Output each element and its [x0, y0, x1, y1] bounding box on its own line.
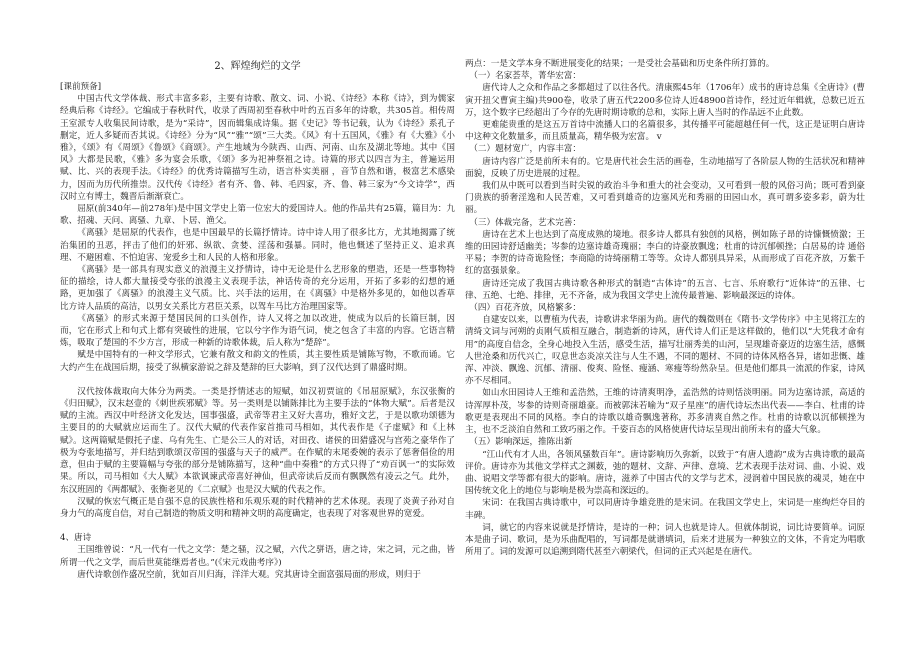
paragraph: 王国维曾说：“凡一代有一代之文学：楚之骚，汉之赋，六代之骈语，唐之诗，宋之词，元之曲，皆所谓一代之文学，而后世莫能继焉者也。”(《宋元戏曲考序》) [60, 545, 455, 568]
paragraph: 赋是中国特有的一种文学形式，它兼有散文和韵文的性质，其主要性质是铺陈写物，不歌而诵。它大约产生在战国后期，接受了纵横家游说之辞及楚辞的巨大影响，到了汉代达到了鼎盛时期。 [60, 350, 455, 373]
paragraph: 唐诗在艺术上也达到了高度成熟的境地。很多诗人都具有独创的风格，例如陈子昂的诗慷慨愤激；王维的田园诗舒适幽美；岑参的边塞诗雄奇瑰丽；李白的诗豪放飘逸；杜甫的诗沉郁顿挫；白居易的诗 通俗平易；李贺的诗奇诡险怪；李商隐的诗绮丽精工等等。众诗人都别具异采，从而形成了百花齐放，万紫千红的富强景象。 [465, 229, 865, 277]
paragraph: 汉赋的恢宏气概正是自强不息的民族性格和乐观乐观的时代精神的艺术体现。表现了炎黄子孙对自身力气的高度自信，对自己制造的物质文明和精神文明的高度确定，也表现了对客观世界的宽爱。 [60, 496, 455, 519]
paragraph: 唐诗内容广泛是前所未有的。它是唐代社会生活的画卷，生动地描写了各阶层人物的生活状况和精神面貌，反映了历史进展的过程。 [465, 156, 865, 179]
paragraph: 《离骚》是屈原的代表作，也是中国最早的长篇抒情诗。诗中诗人用了很多比方，尤其地揭露了统治集团的丑恶，抨击了他们的奸邪、纵欲、贪婪、淫荡和强暴。同时，他也慨述了坚持正义、追求真理、不避困难、不怕迫害、宠爱乡土和人民的人格和形象。 [60, 228, 455, 263]
paragraph: 唐诗还完成了我国古典诗歌各种形式的制造“古体诗”的五言、七言、乐府歌行“近体诗”的五律、七律、五绝、七绝、排律，无不齐备，成为我国文学史上流传最普遍、影响最深远的诗体。 [465, 278, 865, 301]
subsection-heading: （三）体裁完备，艺术完善： [469, 217, 582, 228]
right-column [465, 0, 865, 558]
subsection-heading: （五）影响深远，推陈出新 [469, 437, 573, 448]
paragraph: 汉代按体裁取向大体分为两类。一类是抒情述志的短赋，如汉初贾谊的《吊屈原赋》，东汉张衡的《归田赋》，汉末赵壹的《刺世疾邪赋》等。另一类则是以铺陈排比为主要手法的“体物大赋”。后者是汉赋的主流。西汉中叶经济文化发达，国事强盛，武帝等君主又好大喜功，雅好文艺，于是以歌功颂德为主要目的的大赋就应运而生了。汉代大赋的代表作家首推司马相如，其代表作是《子虚赋》和《上林赋》。这两篇赋是假托子虚、乌有先生、亡是公三人的对话，对田孜、诸侯的田猎盛况与宫苑之豪华作了极为夸张地描写，并归结到歌颂汉帝国的强盛与天子的威严。在作赋的末尾委婉的表示了惩奢倡俭的用意，但由于赋的主要篇幅与夸张的部分是铺陈描写，这种“曲中奏雅”的方式只得了“劝百讽一”的实际效果。所以，司马相如《大人赋》本欲讽谏武帝喜好神仙，但武帝读后反而有飘飘然有凌云之气。此外，东汉班固的《两都赋》、张衡老见的《二京赋》也是汉大赋的代表之作。 [60, 386, 455, 495]
subsection-heading: （四）百花齐放，风格繁多： [469, 303, 582, 314]
left-column [60, 0, 455, 581]
paragraph: 屈原(前340年—前278年)是中国文学史上第一位宏大的爱国诗人。他的作品共有25篇，篇目为：九歌、招魂、天问、离骚、九章、卜居、渔父。 [60, 204, 455, 227]
subsection-heading: （二）题材宽广，内容丰富： [469, 144, 582, 155]
paragraph: 词，就它的内容来说就是抒情诗，是诗的一种；词人也就是诗人。但就体制说，词比诗要简单。词原本是曲子词、歌词，是为乐曲配唱的，写词都是就谱填词，后来才进展为一种独立的文体，不肯定为唱歌所用了。词的发源可以追溯到隋代甚至六朝梁代，但词的正式兴起是在唐代。 [465, 522, 865, 558]
section-title: 2、辉煌绚烂的文学 [214, 61, 301, 72]
paragraph: 《离骚》是一部具有现实意义的浪漫主义抒情诗，诗中无论是什么艺形象的塑造，还是一些事物特征的描绘，诗人都大量接受夸张的浪漫主义表现手法，神话传奇的充分运用，开拓了多彩的幻想的通路，更加强了《离骚》的浪漫主义气质。比、兴手法的运用，在《离骚》中是格外多见的，如他以香草比方诗人品质的高洁，以男女关系比方君臣关系，以驾车马比方治理国家等。 [60, 265, 455, 312]
subsection-heading: 4、唐诗 [60, 533, 92, 544]
paragraph: 自建安以来，以曹植为代表，诗歌讲求华丽为尚。唐代的魏徵则在《隋书·文学传序》中主见将江左的清绮文词与河朔的贞刚气质相互融合，制造新的诗风，唐代诗人们正是这样做的，他们以“大凭我才命有用”的高度自信念，全身心地投入生活，感受生活，描写壮丽秀美的山河，呈现雄奇豪迈的边塞生活，感慨人世沧桑和历代兴亡，叹息世态炎凉关注与人生不遇，不同的题材、不同的诗体风格各异，诸如悲慨、雄浑、冲淡、飘逸、沉郁、清丽、俊爽、险怪、瘦涵、寒瘦等纷然杂呈。但是他们都具一流派的作家，诗风亦不尽相同。 [465, 315, 865, 387]
paragraph: 中国古代文学体裁、形式丰富多彩，主要有诗歌、散文、词、小说、《诗经》本称《诗》，到为儒家经典后称《诗经》。它编成于春秋时代，收录了西周初至春秋中叶约五百多年的诗歌，共305首。相传周王室派专人收集民间诗歌，是为“采诗”，因而辑集成诗集。据《史记》等书记载，认为《诗经》系孔子删定，近人多疑而否其说。《诗经》分为“风”“雅”“颂”三大类。《风》有十五国风，《雅》有《大雅》《小雅》，《颂》有《周颂》《鲁颂》《商颂》。产生地域为今陕西、山西、河南、山东及湖北等地。其中《国风》大都是民歌，《雅》多为宴会乐歌，《颂》多为祀神祭祖之诗。诗篇的形式以四言为主，普遍运用赋、比、兴的表现手法。《诗经》的优秀诗篇描写生动，语言朴实美丽 ，音节自然和谐，极富艺术感染力，因而为历代所推崇。汉代传《诗经》者有齐、鲁、韩、毛四家，齐、鲁、韩三家为“今文诗学”，西汉时立有博士，魏晋后渐渐衰亡。 [60, 94, 455, 202]
paragraph: “江山代有才人出，各领风骚数百年”。唐诗影响历久弥新，以致于“有唐人遗韵”成为古典诗歌的最高评价。唐诗亦为其他文学样式之渊薮，弛的题材、文辞、声律、意境、艺术表现手法对词、曲、小说、戏曲、说唱文学等都有很大的影响。唐诗，滋养了中国古代的文学与艺术，浸润着中国民族的魂灵，她在中国传统文化上的地位与影响是极为崇高和深远的。 [465, 449, 865, 497]
paragraph: 唐代诗人之众和作品之多都超过了以往各代。清康熙45年（1706年）成书的唐诗总集《全唐诗》(曹寅开扭父曹寅主编)共900卷，收录了唐五代2200多位诗人近48900首诗作，经过近年辑就，总数已近五万，这个数字已经超出了今存的先唐时期诗歌的总和，实际上唐人当时的作品远不止此数。 [465, 83, 865, 118]
paragraph: 如山水田园诗人王维和孟浩然，王维的诗清爽明净，孟浩然的诗则恬淡明丽。同为边塞诗派，高适的诗浑厚朴茂，岑参的诗则奇丽雄豪。而被郭沫若喻为“双子星座”的唐代诗坛杰出代表——李白、杜甫的诗歌更是表现出不同的风格。李白的诗歌以雄奇飘逸著称，苏多清爽自然之作。杜甫的诗歌以沉郁顿挫为主，也不乏淡泊自然和工致巧丽之作。千姿百态的风格使唐代诗坛呈现出前所未有的盛大气象。 [465, 388, 865, 436]
intro-text: 两点：一是文学本身不断进展变化的结果；一是受社会基础和历史条件所打算的。 [465, 59, 775, 69]
paragraph: 《离骚》的形式来源于楚国民间的口头创作，诗人又将之加以改进，使成为以后的长篇巨制，因而，它在形式上和句式上都有突破性的进展，它以兮字作为语气词，使之包含了丰富的内容。它语言精炼，吸取了楚国的不少方言，形成一种新的诗歌体裁，后人称为“楚辞”。 [60, 313, 455, 349]
paragraph: 我们从中既可以看到当时尖锐的政治斗争和重大的社会变动，又可看到一般的风俗习尚；既可看到豪门贵族的骄奢淫逸和人民苦难，又可看到雄奇的边塞风光和秀丽的田园山水，真可谓多姿多彩，蔚为壮丽。 [465, 181, 865, 216]
section-label: [课前预备] [60, 82, 102, 92]
paragraph: 更难能贵重的是这五万首诗中流播人口的名篇很多，其传播平可能超越任何一代，这正是证明白唐诗中这种文化数量多，而且质量高，精华极为宏富。 v [465, 120, 865, 143]
paragraph: 宋词：在我国古典诗歌中，可以同唐诗争雄竞胜的是宋词。在我国文学史上，宋词是一座绚烂夺目的丰碑。 [465, 498, 865, 521]
paragraph: 唐代诗歌创作盛况空前，犹如百川归海，洋洋大观。究其唐诗全面富强局面的形成，则归于 [77, 569, 421, 580]
subsection-heading: （一）名家荟萃，菁华宏富： [469, 71, 582, 82]
